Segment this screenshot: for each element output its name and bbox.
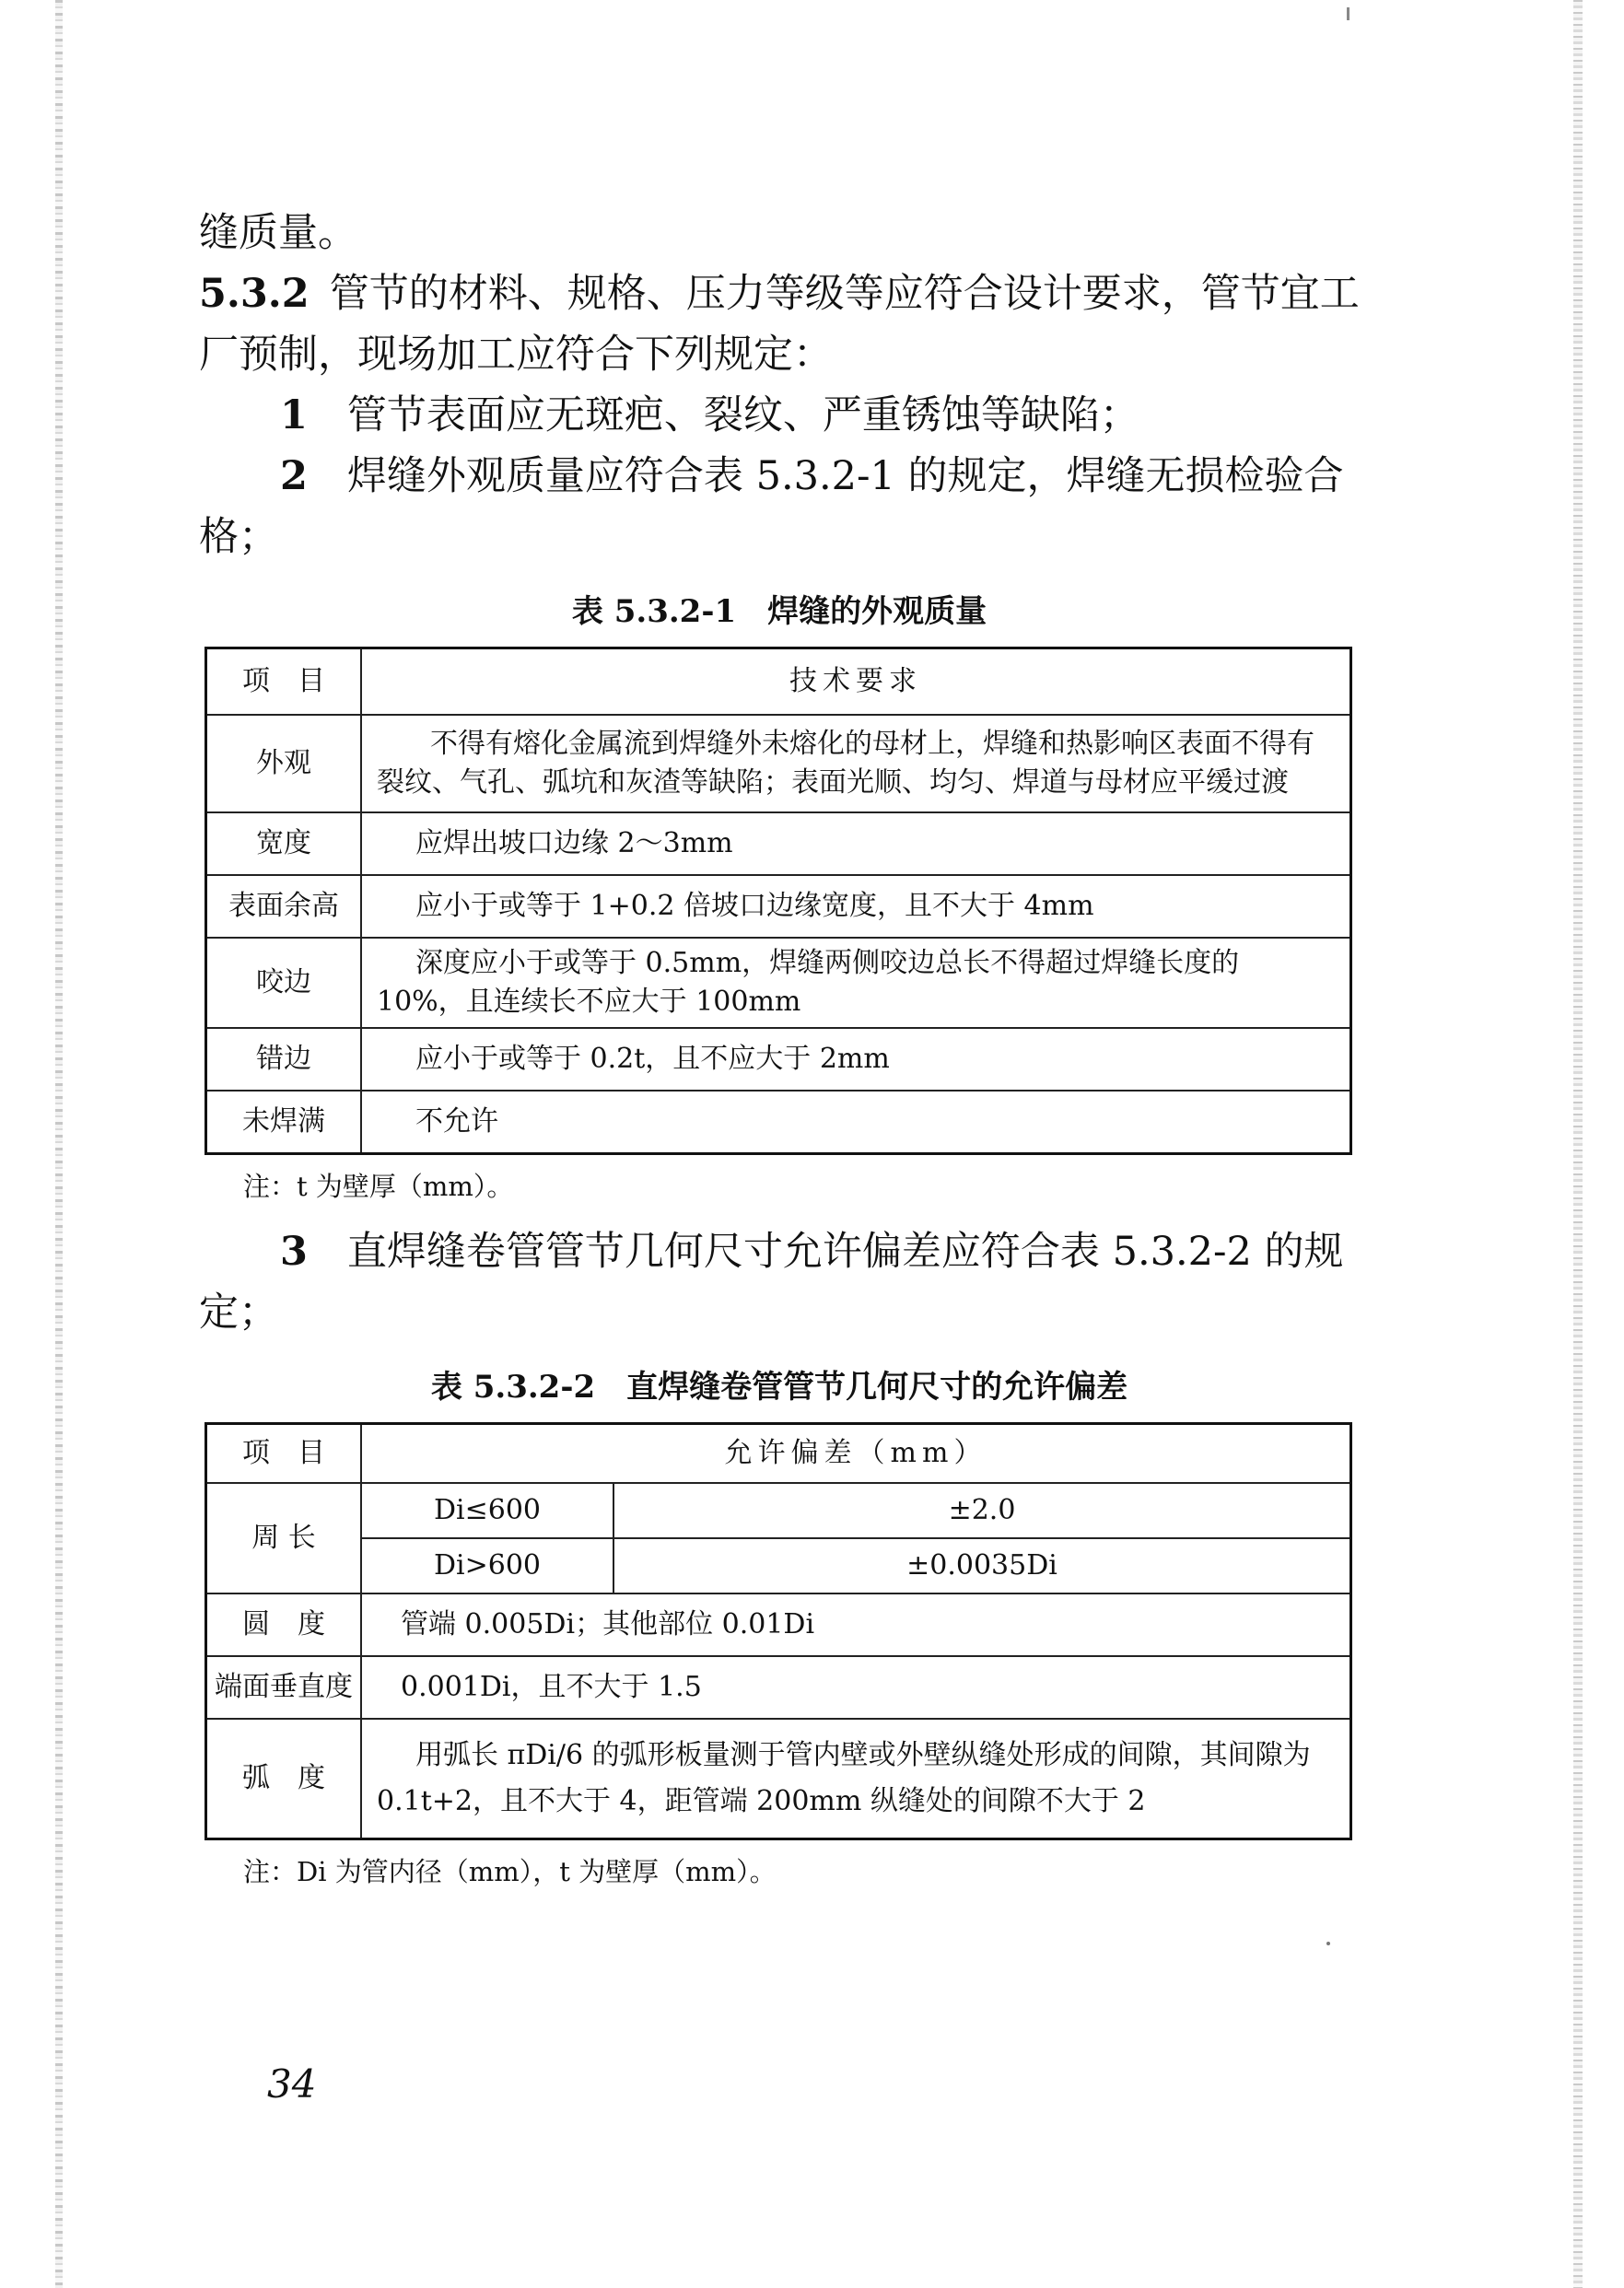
row-requirement: 管端 0.005Di；其他部位 0.01Di [361, 1593, 1351, 1656]
row-item: 未焊满 [206, 1091, 362, 1154]
row-item: 周 长 [206, 1483, 362, 1593]
item-text: 焊缝外观质量应符合表 5.3.2-1 的规定，焊缝无损检验合格； [199, 453, 1344, 560]
header-item: 项 目 [206, 648, 362, 716]
page-body [199, 203, 1360, 1890]
intro-line: 缝质量。 [199, 210, 357, 256]
item-1 [199, 385, 1360, 446]
row-requirement: 应焊出坡口边缘 2～3mm [361, 812, 1351, 875]
row-item: 端面垂直度 [206, 1656, 362, 1719]
header-requirement: 技术要求 [361, 648, 1351, 716]
table-row [206, 715, 1351, 812]
clause-text: 管节的材料、规格、压力等级等应符合设计要求，管节宜工厂预制，现场加工应符合下列规定： [199, 271, 1360, 378]
row-requirement: 不允许 [361, 1091, 1351, 1154]
item-text: 管节表面应无斑疤、裂纹、严重锈蚀等缺陷； [346, 392, 1139, 438]
item-number: 1 [280, 392, 308, 438]
perimeter-value: ±2.0 [613, 1483, 1351, 1538]
item-2 [199, 446, 1360, 567]
table1-weld-appearance [204, 647, 1352, 1155]
row-item: 表面余高 [206, 875, 362, 938]
table-row [206, 812, 1351, 875]
table1-number: 表 5.3.2-1 [571, 593, 737, 630]
item-number: 3 [280, 1229, 308, 1275]
table-row [206, 1028, 1351, 1091]
table2-caption [199, 1367, 1360, 1407]
table1-caption [199, 591, 1360, 632]
table-row [206, 1483, 1351, 1538]
row-item: 弧 度 [206, 1719, 362, 1839]
table-row [206, 1656, 1351, 1719]
scan-edge-left [55, 0, 63, 2288]
table-row [206, 1719, 1351, 1839]
table-header-row [206, 1424, 1351, 1484]
row-item: 外观 [206, 715, 362, 812]
perimeter-condition: Di≤600 [361, 1483, 613, 1538]
table-header-row [206, 648, 1351, 716]
item-3 [199, 1221, 1360, 1343]
row-item: 圆 度 [206, 1593, 362, 1656]
scan-mark [1347, 7, 1349, 20]
perimeter-value: ±0.0035Di [613, 1538, 1351, 1593]
row-requirement: 深度应小于或等于 0.5mm，焊缝两侧咬边总长不得超过焊缝长度的 10%，且连续长不应大于 100mm [361, 938, 1351, 1028]
scan-edge-right [1573, 0, 1583, 2288]
item-text: 直焊缝卷管管节几何尺寸允许偏差应符合表 5.3.2-2 的规定； [199, 1229, 1344, 1336]
table-row [206, 1593, 1351, 1656]
table2-note: 注：Di 为管内径（mm），t 为壁厚（mm）。 [243, 1856, 777, 1887]
header-item: 项 目 [206, 1424, 362, 1484]
scan-speck [1326, 1942, 1330, 1945]
row-requirement: 不得有熔化金属流到焊缝外未熔化的母材上，焊缝和热影响区表面不得有裂纹、气孔、弧坑和灰渣等缺陷；表面光顺、均匀、焊道与母材应平缓过渡 [361, 715, 1351, 812]
header-tolerance: 允许偏差（mm） [361, 1424, 1351, 1484]
clause-5-3-2 [199, 263, 1360, 385]
row-requirement: 应小于或等于 0.2t，且不应大于 2mm [361, 1028, 1351, 1091]
page-number: 34 [267, 2061, 317, 2107]
table-row [206, 875, 1351, 938]
table1-note: 注：t 为壁厚（mm）。 [243, 1171, 514, 1202]
table2-title: 直焊缝卷管管节几何尺寸的允许偏差 [626, 1369, 1128, 1406]
table2-pipe-tolerance [204, 1422, 1352, 1840]
row-requirement: 0.001Di，且不大于 1.5 [361, 1656, 1351, 1719]
table-row [206, 1538, 1351, 1593]
table-row [206, 938, 1351, 1028]
table-row [206, 1091, 1351, 1154]
clause-number: 5.3.2 [199, 271, 310, 317]
row-item: 宽度 [206, 812, 362, 875]
perimeter-condition: Di>600 [361, 1538, 613, 1593]
row-item: 错边 [206, 1028, 362, 1091]
item-number: 2 [280, 453, 308, 499]
row-requirement: 应小于或等于 1+0.2 倍坡口边缘宽度，且不大于 4mm [361, 875, 1351, 938]
table2-number: 表 5.3.2-2 [430, 1369, 596, 1406]
row-item: 咬边 [206, 938, 362, 1028]
table1-title: 焊缝的外观质量 [767, 593, 987, 630]
row-requirement: 用弧长 πDi/6 的弧形板量测于管内壁或外壁纵缝处形成的间隙，其间隙为 0.1t+2，且不大于 4，距管端 200mm 纵缝处的间隙不大于 2 [361, 1719, 1351, 1839]
